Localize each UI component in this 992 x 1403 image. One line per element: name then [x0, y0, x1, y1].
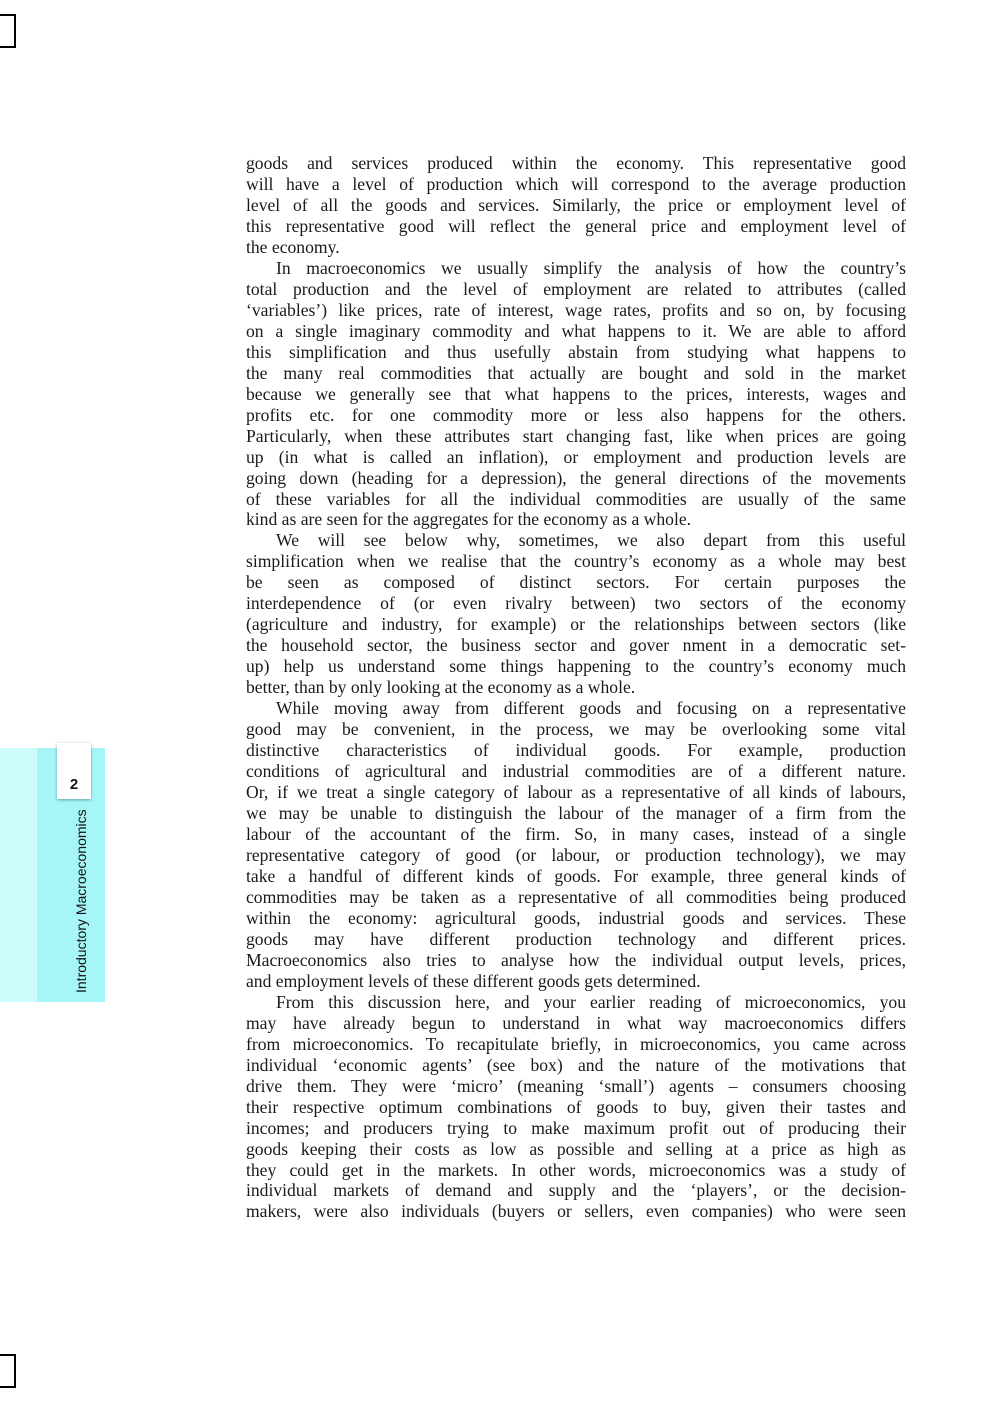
text-line: distinctive characteristics of individual goods. For example, production	[246, 740, 906, 761]
text-line: (agriculture and industry, for example) or the relationships between sectors (like	[246, 614, 906, 635]
text-line: We will see below why, sometimes, we also depart from this useful	[276, 530, 906, 551]
text-line: profits etc. for one commodity more or less also happens for the others.	[246, 404, 906, 425]
text-line: on a single imaginary commodity and what happens to it. We are able to afford	[246, 320, 906, 341]
text-line: In macroeconomics we usually simplify the analysis of how the country’s	[276, 257, 906, 278]
text-line: kind as are seen for the aggregates for the economy as a whole.	[246, 509, 692, 530]
text-line: be seen as composed of distinct sectors. For certain purposes the	[246, 572, 906, 593]
text-line: Or, if we treat a single category of labour as a representative of all kinds of labours,	[246, 782, 906, 803]
text-line: going down (heading for a depression), the general directions of the movements	[246, 467, 906, 488]
text-line: Macroeconomics also tries to analyse how the individual output levels, prices,	[246, 949, 906, 970]
text-line: representative category of good (or labour, or production technology), we may	[246, 844, 906, 865]
text-line: ‘variables’) like prices, rate of interest, wage rates, profits and so on, by focusing	[246, 299, 906, 320]
paragraph	[246, 698, 906, 992]
text-line: the many real commodities that actually are bought and sold in the market	[246, 362, 906, 383]
text-line: they could get in the markets. In other words, microeconomics was a study of	[246, 1159, 906, 1180]
paragraph	[246, 530, 906, 698]
text-line: we may be unable to distinguish the labour of the manager of a firm from the	[246, 803, 906, 824]
text-line: commodities may be taken as a representative of all commodities being produced	[246, 886, 906, 907]
paragraph	[246, 992, 906, 1223]
text-line: because we generally see that what happens to the prices, interests, wages and	[246, 383, 906, 404]
text-line: level of all the goods and services. Similarly, the price or employment level of	[246, 194, 906, 215]
text-line: take a handful of different kinds of goods. For example, three general kinds of	[246, 865, 906, 886]
page-number: 2	[69, 776, 79, 793]
text-line: their respective optimum combinations of goods to buy, given their tastes and	[246, 1096, 906, 1117]
text-line: goods keeping their costs as low as possible and selling at a price as high as	[246, 1138, 906, 1159]
text-line: the household sector, the business sector and gover nment in a democratic set-	[246, 635, 906, 656]
text-line: drive them. They were ‘micro’ (meaning ‘small’) agents – consumers choosing	[246, 1075, 906, 1096]
text-line: this representative good will reflect the general price and employment level of	[246, 215, 906, 236]
text-line: will have a level of production which will correspond to the average production	[246, 173, 906, 194]
text-line: labour of the accountant of the firm. So, in many cases, instead of a single	[246, 824, 906, 844]
text-line: interdependence of (or even rivalry between) two sectors of the economy	[246, 593, 906, 614]
text-line: simplification when we realise that the country’s economy as a whole may best	[246, 551, 906, 572]
text-line: good may be convenient, in the process, we may be overlooking some vital	[246, 719, 906, 740]
text-line: up (in what is called an inflation), or employment and production levels are	[246, 446, 906, 467]
text-line: goods may have different production technology and different prices.	[246, 928, 906, 949]
text-line: up) help us understand some things happening to the country’s economy much	[246, 656, 906, 677]
side-tab-margin	[0, 748, 38, 1002]
paragraph	[246, 258, 906, 531]
text-line: within the economy: agricultural goods, industrial goods and services. These	[246, 907, 906, 928]
page-number-box	[57, 743, 91, 799]
text-line: Particularly, when these attributes start changing fast, like when prices are going	[246, 425, 906, 446]
text-line: individual markets of demand and supply and the ‘players’, or the decision-	[246, 1180, 906, 1201]
text-line: conditions of agricultural and industrial commodities are of a different nature.	[246, 761, 906, 782]
text-line: of these variables for all the individual commodities are usually of the same	[246, 488, 906, 509]
text-line: and employment levels of these different goods gets determined.	[246, 970, 701, 991]
crop-mark-bottom	[0, 1354, 16, 1388]
text-line: from microeconomics. To recapitulate briefly, in microeconomics, you came across	[246, 1033, 906, 1054]
text-line: From this discussion here, and your earlier reading of microeconomics, you	[276, 991, 906, 1012]
running-title: Introductory Macroeconomics	[73, 809, 89, 993]
text-line: individual ‘economic agents’ (see box) and the nature of the motivations that	[246, 1054, 906, 1075]
crop-mark-top	[0, 14, 16, 48]
text-line: While moving away from different goods and focusing on a representative	[276, 698, 906, 719]
text-line: incomes; and producers trying to make maximum profit out of producing their	[246, 1117, 906, 1138]
text-line: may have already begun to understand in what way macroeconomics differs	[246, 1012, 906, 1033]
text-line: total production and the level of employment are related to attributes (called	[246, 278, 906, 299]
body-text	[246, 153, 906, 1222]
text-line: better, than by only looking at the economy as a whole.	[246, 677, 636, 698]
text-line: makers, were also individuals (buyers or sellers, even companies) who were seen	[246, 1201, 906, 1222]
text-line: goods and services produced within the economy. This representative good	[246, 153, 906, 173]
paragraph	[246, 153, 906, 258]
text-line: this simplification and thus usefully abstain from studying what happens to	[246, 341, 906, 362]
text-line: the economy.	[246, 236, 340, 257]
